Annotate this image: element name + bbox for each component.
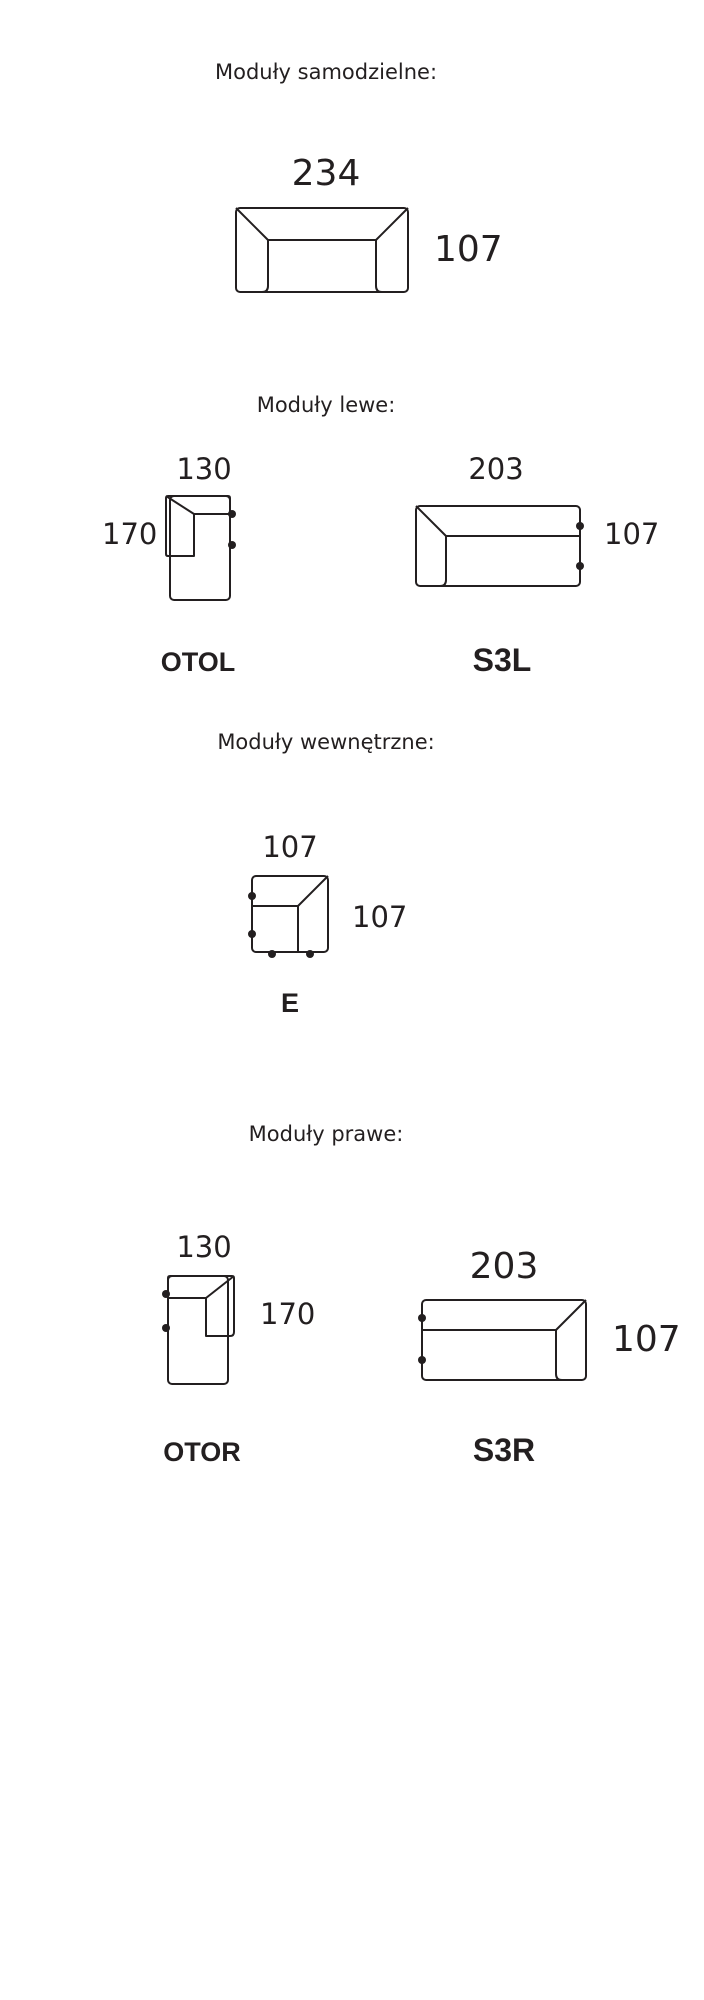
e-depth-label: 107 xyxy=(352,900,408,934)
s3r-width-label: 203 xyxy=(469,1246,539,1287)
otor-code-label: OTOR xyxy=(163,1437,241,1467)
standalone-sofa-module xyxy=(234,206,410,294)
e-width-label: 107 xyxy=(262,830,318,864)
otol-width-label: 130 xyxy=(176,452,232,486)
otor-depth-label: 170 xyxy=(260,1297,316,1331)
s3l-depth-label: 107 xyxy=(604,517,660,551)
section-heading-left: Moduły lewe: xyxy=(256,393,396,417)
otor-width-label: 130 xyxy=(176,1230,232,1264)
standalone-width-label: 234 xyxy=(291,153,361,194)
section-heading-standalone: Moduły samodzielne: xyxy=(214,60,438,84)
standalone-depth-label: 107 xyxy=(434,229,503,270)
s3l-code-label: S3L xyxy=(472,642,532,678)
s3r-sofa-module xyxy=(416,1298,588,1382)
otol-code-label: OTOL xyxy=(160,647,236,677)
otol-depth-label: 170 xyxy=(102,517,158,551)
otol-chaise-module xyxy=(164,494,236,602)
s3l-sofa-module xyxy=(414,504,584,588)
otor-chaise-module xyxy=(162,1274,238,1386)
e-corner-module xyxy=(246,874,332,958)
e-code-label: E xyxy=(280,988,300,1018)
s3r-depth-label: 107 xyxy=(612,1319,681,1360)
section-heading-inner: Moduły wewnętrzne: xyxy=(217,730,435,754)
s3l-width-label: 203 xyxy=(468,452,524,486)
section-heading-right: Moduły prawe: xyxy=(248,1122,404,1146)
s3r-code-label: S3R xyxy=(472,1432,536,1468)
